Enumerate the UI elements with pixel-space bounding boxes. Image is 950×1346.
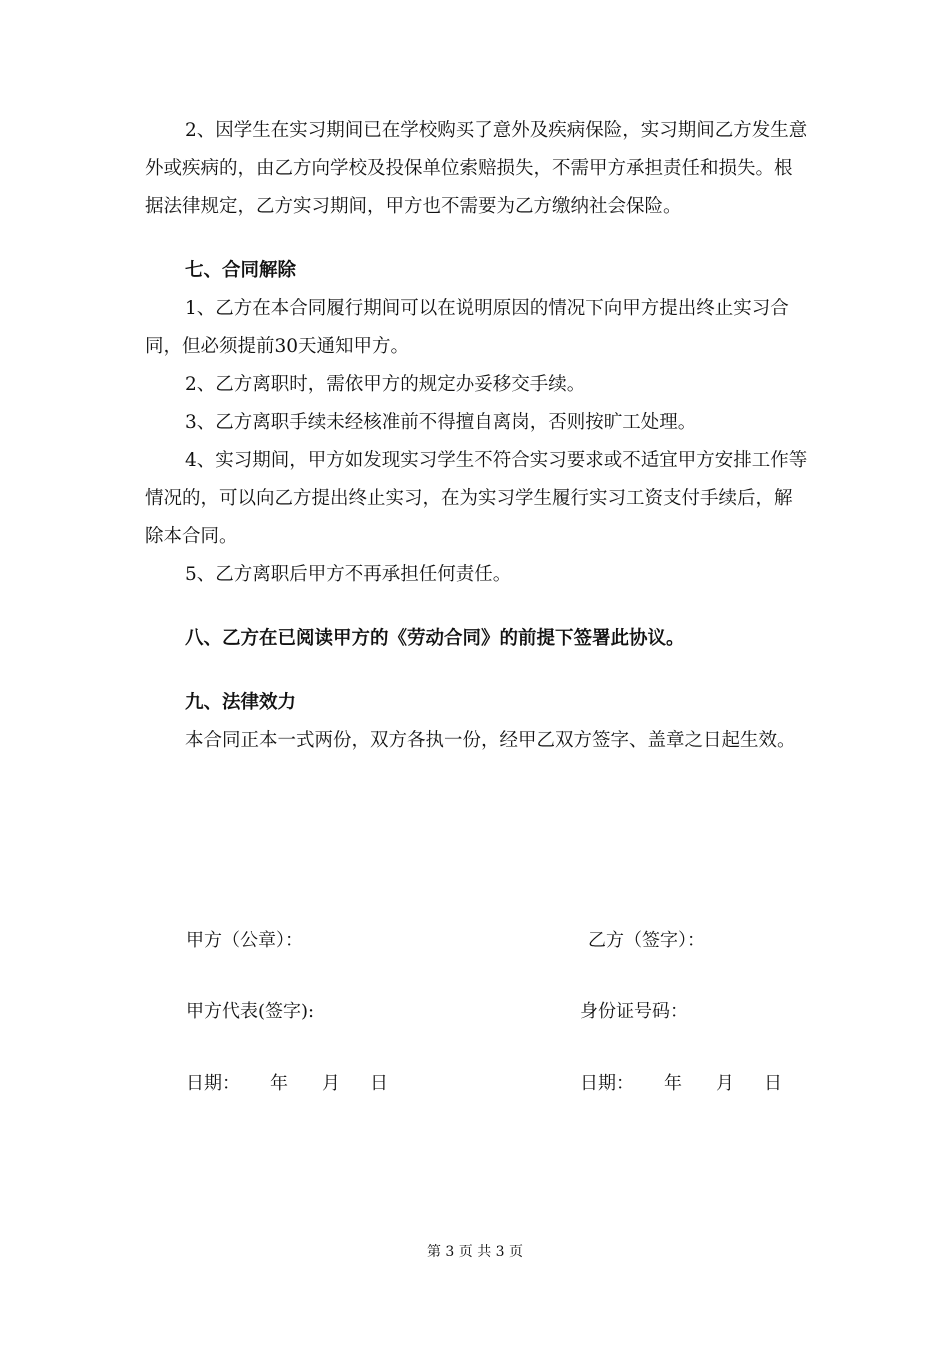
paragraph-7-5: 5、乙方离职后甲方不再承担任何责任。 xyxy=(185,564,512,585)
day-label: 日 xyxy=(764,1073,782,1094)
document-body xyxy=(145,112,810,760)
paragraph-9-1: 本合同正本一式两份，双方各执一份，经甲乙双方签字、盖章之日起生效。 xyxy=(185,730,796,751)
paragraph-7-4: 4、实习期间，甲方如发现实习学生不符合实习要求或不适宜甲方安排工作等情况的，可以向乙方提出终止实习，在为实习学生履行实习工资支付手续后，解除本合同。 xyxy=(145,450,808,547)
date-line-a xyxy=(186,1072,388,1096)
year-label: 年 xyxy=(664,1073,682,1094)
section-9-title: 九、法律效力 xyxy=(185,692,297,713)
year-label: 年 xyxy=(270,1073,288,1094)
id-number-label: 身份证号码： xyxy=(580,1001,688,1022)
page-number-footer: 第 3 页 共 3 页 xyxy=(426,1244,524,1260)
section-8-title: 八、乙方在已阅读甲方的《劳动合同》的前提下签署此协议。 xyxy=(185,628,685,649)
month-label: 月 xyxy=(322,1073,340,1094)
paragraph-7-2: 2、乙方离职时，需依甲方的规定办妥移交手续。 xyxy=(185,374,586,395)
party-b-sign-label: 乙方（签字）： xyxy=(588,930,705,951)
day-label: 日 xyxy=(370,1073,388,1094)
paragraph-6-2: 2、因学生在实习期间已在学校购买了意外及疾病保险，实习期间乙方发生意外或疾病的，由乙方向学校及投保单位索赔损失，不需甲方承担责任和损失。根据法律规定，乙方实习期间，甲方也不需要为乙方缴纳社会保险。 xyxy=(145,120,808,217)
paragraph-7-1: 1、乙方在本合同履行期间可以在说明原因的情况下向甲方提出终止实习合同，但必须提前30天通知甲方。 xyxy=(145,298,789,357)
date-line-b xyxy=(580,1072,782,1096)
date-label: 日期： xyxy=(186,1073,240,1094)
date-label: 日期： xyxy=(580,1073,634,1094)
section-7-title: 七、合同解除 xyxy=(185,260,297,281)
party-a-seal-label: 甲方（公章）： xyxy=(186,930,303,951)
party-a-rep-label: 甲方代表(签字): xyxy=(186,1001,315,1022)
paragraph-7-3: 3、乙方离职手续未经核准前不得擅自离岗，否则按旷工处理。 xyxy=(185,412,697,433)
month-label: 月 xyxy=(716,1073,734,1094)
